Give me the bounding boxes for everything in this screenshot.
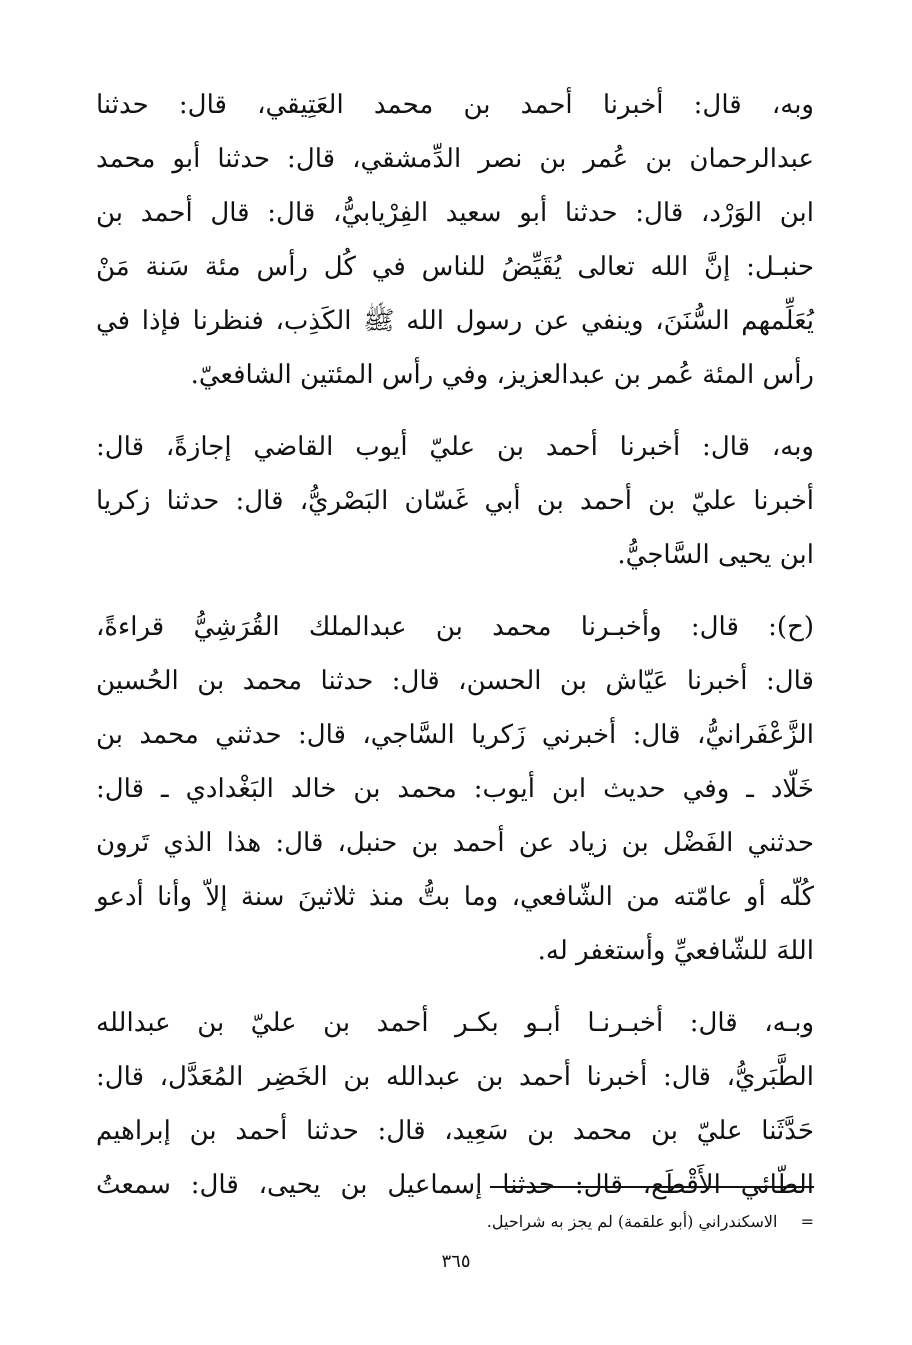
text-line: الطّائي الأَقْطَع، قال: حدثنا إسماعيل بن يحيى، قال: سمعتُ bbox=[96, 1170, 814, 1200]
text-line: أخبرنا عليّ بن أحمد بن أبي غَسّان البَصْريُّ، قال: حدثنا زكريا bbox=[96, 486, 814, 516]
page-body bbox=[96, 78, 814, 1212]
text-line: وبـه، قال: أخبـرنـا أبـو بكـر أحمد بن عليّ بن عبدالله bbox=[96, 1008, 814, 1038]
text-line: الزَّعْفَرانيُّ، قال: أخبرني زَكريا السَّاجي، قال: حدثني محمد بن bbox=[96, 720, 814, 750]
text-line: يُعَلِّمهم السُّنَنَ، وينفي عن رسول الله ﷺ الكَذِب، فنظرنا فإذا في bbox=[96, 306, 814, 336]
footnote bbox=[300, 1208, 814, 1236]
paragraph-1 bbox=[96, 78, 814, 402]
footnote-text: الاسكندراني (أبو علقمة) لم يجز به شراحيل. bbox=[486, 1212, 778, 1231]
text-line: وبه، قال: أخبرنا أحمد بن محمد العَتِيقي، قال: حدثنا bbox=[96, 90, 814, 120]
text-line: ابن يحيى السَّاجيُّ. bbox=[617, 540, 814, 570]
paragraph-3 bbox=[96, 600, 814, 978]
text-line: اللهَ للشّافعيِّ وأستغفر له. bbox=[537, 936, 814, 966]
text-line: حنبـل: إنَّ الله تعالى يُقَيِّضُ للناس في كُل رأس مئة سَنة مَنْ bbox=[96, 252, 814, 282]
text-line: الطَّبَريُّ، قال: أخبرنا أحمد بن عبدالله بن الخَضِر المُعَدَّل، قال: bbox=[96, 1062, 814, 1092]
page-number: ٣٦٥ bbox=[441, 1251, 471, 1272]
text-line: قال: أخبرنا عَيّاش بن الحسن، قال: حدثنا محمد بن الحُسين bbox=[96, 666, 814, 696]
footnote-continuation-marker: = bbox=[800, 1212, 814, 1231]
paragraph-2 bbox=[96, 420, 814, 582]
text-line: حَدَّثَنا عليّ بن محمد بن سَعِيد، قال: حدثنا أحمد بن إبراهيم bbox=[96, 1116, 814, 1146]
text-line: رأس المئة عُمر بن عبدالعزيز، وفي رأس المئتين الشافعيّ. bbox=[190, 360, 814, 390]
text-line: عبدالرحمان بن عُمر بن نصر الدِّمشقي، قال: حدثنا أبو محمد bbox=[96, 144, 814, 174]
text-line: ابن الوَرْد، قال: حدثنا أبو سعيد الفِرْيابيُّ، قال: قال أحمد بن bbox=[96, 198, 814, 228]
text-line: خَلّاد ـ وفي حديث ابن أيوب: محمد بن خالد البَغْدادي ـ قال: bbox=[96, 774, 814, 804]
text-line: (ح): قال: وأخبـرنا محمد بن عبدالملك القُرَشِيُّ قراءةً، bbox=[96, 612, 814, 642]
paragraph-4 bbox=[96, 996, 814, 1212]
text-line: وبه، قال: أخبرنا أحمد بن عليّ أيوب القاضي إجازةً، قال: bbox=[96, 432, 814, 462]
text-line: كُلّه أو عامّته من الشّافعي، وما بتُّ منذ ثلاثينَ سنة إلاّ وأنا أدعو bbox=[96, 882, 814, 912]
footnote-divider bbox=[490, 1186, 814, 1188]
text-line: حدثني الفَضْل بن زياد عن أحمد بن حنبل، قال: هذا الذي تَرون bbox=[96, 828, 814, 858]
